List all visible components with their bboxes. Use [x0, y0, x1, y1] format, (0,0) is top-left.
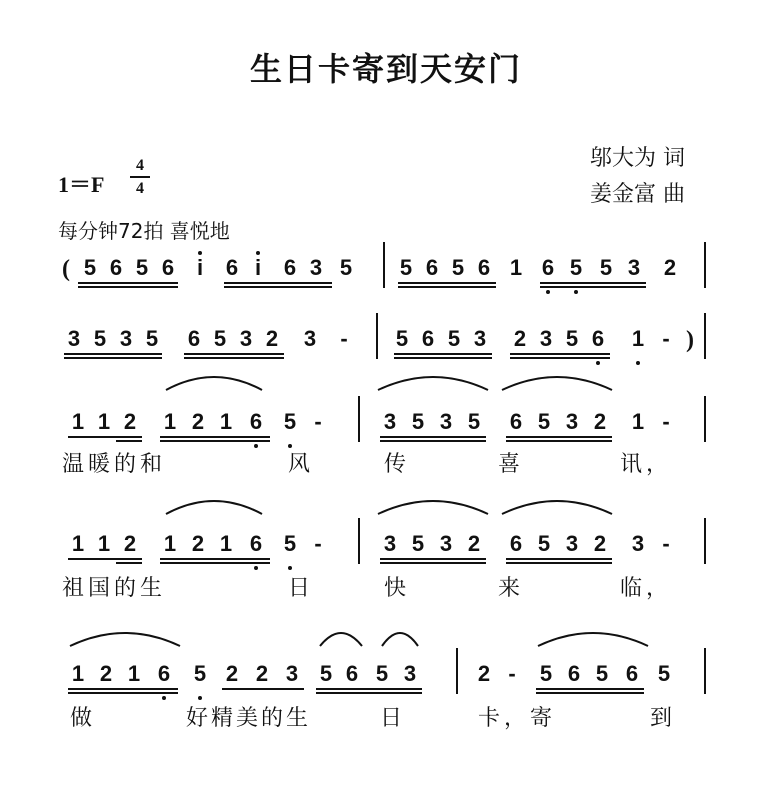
note: 6	[225, 255, 239, 280]
note: 2	[191, 531, 205, 556]
note: 3	[473, 326, 487, 351]
note: 1	[163, 531, 177, 556]
note: 5	[537, 409, 551, 434]
note: 1	[127, 661, 141, 686]
note: i	[196, 255, 204, 280]
note: i	[254, 255, 262, 280]
lyric-syllable: 日	[380, 706, 407, 731]
slur	[382, 633, 418, 646]
note: 6	[567, 661, 581, 686]
lyric-syllable: 好精美的生	[186, 706, 312, 731]
note: 5	[193, 661, 207, 686]
note: 5	[319, 661, 333, 686]
note: 5	[395, 326, 409, 351]
intro-open-paren: (	[62, 256, 70, 282]
lyric-syllable: 到	[650, 706, 677, 731]
note: 5	[283, 531, 297, 556]
slur	[538, 633, 648, 646]
note: 6	[109, 255, 123, 280]
lyric-syllable: 讯，	[620, 452, 673, 477]
note: 2	[265, 326, 279, 351]
note: 5	[447, 326, 461, 351]
note: 6	[249, 409, 263, 434]
note: 6	[477, 255, 491, 280]
note: 5	[83, 255, 97, 280]
note: 5	[565, 326, 579, 351]
note: 3	[303, 326, 317, 351]
note: 3	[565, 531, 579, 556]
note: 3	[403, 661, 417, 686]
note: 3	[627, 255, 641, 280]
note: 3	[439, 531, 453, 556]
note: 2	[467, 531, 481, 556]
extension-dash: -	[662, 531, 670, 556]
note: 1	[71, 661, 85, 686]
note: 5	[411, 531, 425, 556]
note: 5	[339, 255, 353, 280]
note: 2	[225, 661, 239, 686]
note: 5	[145, 326, 159, 351]
note: 6	[425, 255, 439, 280]
note: 2	[593, 409, 607, 434]
slur	[378, 377, 488, 390]
note: 5	[539, 661, 553, 686]
extension-dash: -	[340, 326, 348, 351]
lyricist-credit: 邬大为 词	[590, 146, 685, 171]
note: 6	[421, 326, 435, 351]
note: 6	[283, 255, 297, 280]
note: 3	[285, 661, 299, 686]
note: 5	[411, 409, 425, 434]
note: 2	[123, 531, 137, 556]
note: 1	[631, 409, 645, 434]
note: 6	[541, 255, 555, 280]
key-signature: 1＝F	[58, 172, 105, 197]
note: 3	[383, 531, 397, 556]
note: 3	[383, 409, 397, 434]
lyric-syllable: 传	[384, 452, 411, 477]
slur	[166, 501, 262, 514]
note: 6	[157, 661, 171, 686]
note: 5	[399, 255, 413, 280]
lyric-syllable: 喜	[498, 452, 525, 477]
note: 1	[163, 409, 177, 434]
meter-denominator: 4	[136, 180, 144, 197]
note: 6	[591, 326, 605, 351]
intro-close-paren: )	[686, 327, 694, 353]
note: 5	[537, 531, 551, 556]
note: 5	[595, 661, 609, 686]
note: 3	[439, 409, 453, 434]
extension-dash: -	[662, 326, 670, 351]
tempo-marking: 每分钟72拍 喜悦地	[58, 219, 230, 243]
slur	[502, 501, 612, 514]
note: 5	[657, 661, 671, 686]
note: 5	[599, 255, 613, 280]
note: 2	[255, 661, 269, 686]
slur	[502, 377, 612, 390]
note: 6	[345, 661, 359, 686]
note: 5	[451, 255, 465, 280]
note: 2	[663, 255, 677, 280]
note: 6	[249, 531, 263, 556]
note: 3	[309, 255, 323, 280]
note: 1	[71, 531, 85, 556]
extension-dash: -	[508, 661, 516, 686]
note: 3	[119, 326, 133, 351]
note: 5	[569, 255, 583, 280]
meter-numerator: 4	[136, 157, 144, 174]
note: 5	[135, 255, 149, 280]
note: 3	[67, 326, 81, 351]
note: 2	[123, 409, 137, 434]
note: 3	[539, 326, 553, 351]
note: 3	[565, 409, 579, 434]
note: 5	[93, 326, 107, 351]
song-title: 生日卡寄到天安门	[249, 50, 522, 88]
note: 6	[625, 661, 639, 686]
note: 6	[161, 255, 175, 280]
lyric-syllable: 做	[70, 706, 97, 731]
note: 2	[99, 661, 113, 686]
lyric-syllable: 祖国的生	[62, 576, 167, 601]
extension-dash: -	[314, 409, 322, 434]
note: 3	[239, 326, 253, 351]
note: 1	[219, 409, 233, 434]
note: 5	[283, 409, 297, 434]
note: 5	[213, 326, 227, 351]
note: 1	[97, 409, 111, 434]
note: 1	[97, 531, 111, 556]
lyric-syllable: 温暖的和	[62, 452, 167, 477]
note: 1	[71, 409, 85, 434]
lyric-syllable: 日	[288, 576, 315, 601]
lyric-syllable: 风	[288, 452, 315, 477]
note: 6	[187, 326, 201, 351]
note: 1	[631, 326, 645, 351]
note: 2	[513, 326, 527, 351]
note: 1	[219, 531, 233, 556]
slur	[320, 633, 362, 646]
note: 6	[509, 531, 523, 556]
slur	[70, 633, 180, 646]
slur	[378, 501, 488, 514]
note: 6	[509, 409, 523, 434]
note: 2	[593, 531, 607, 556]
note: 5	[467, 409, 481, 434]
note: 3	[631, 531, 645, 556]
lyric-syllable: 来	[498, 576, 525, 601]
lyric-syllable: 临，	[620, 576, 673, 601]
note: 5	[375, 661, 389, 686]
slur	[166, 377, 262, 390]
composer-credit: 姜金富 曲	[590, 182, 685, 207]
extension-dash: -	[314, 531, 322, 556]
lyric-syllable: 卡，寄	[478, 706, 557, 731]
note: 2	[477, 661, 491, 686]
lyric-syllable: 快	[384, 576, 411, 601]
extension-dash: -	[662, 409, 670, 434]
note: 1	[509, 255, 523, 280]
note: 2	[191, 409, 205, 434]
